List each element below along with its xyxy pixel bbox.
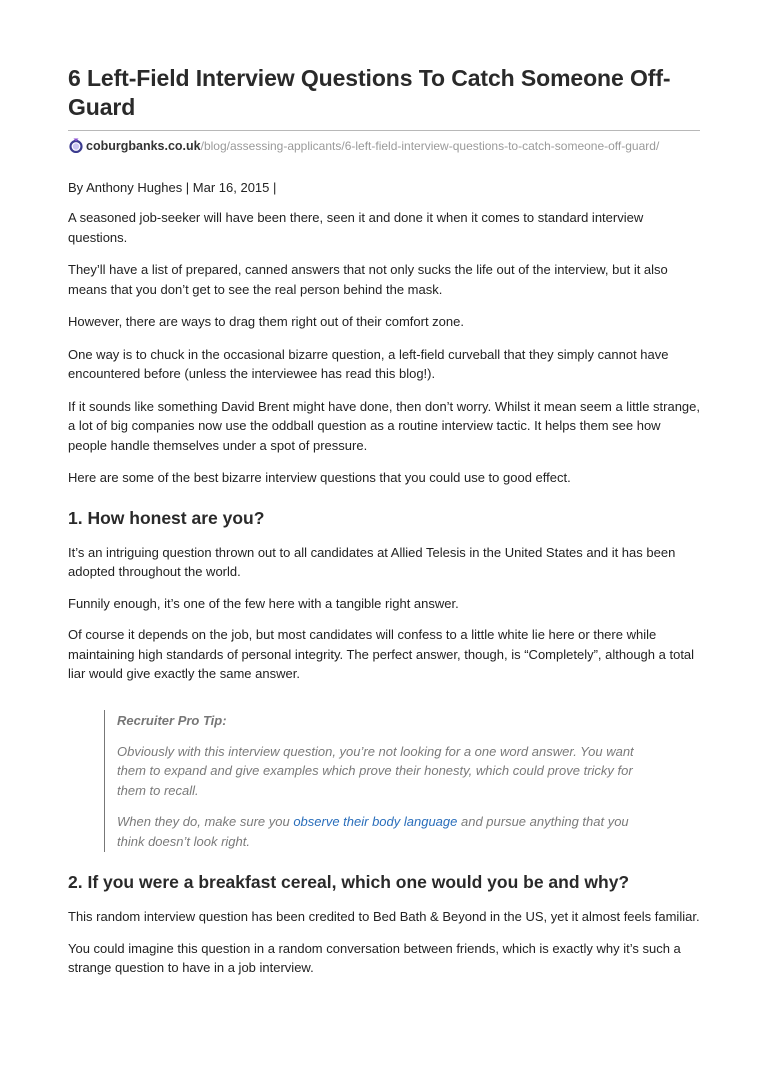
section-2-paragraph-2: You could imagine this question in a random conversation between friends, which is exactly why it’s such a strange question to have in a job interview. [68, 940, 681, 975]
section-2-paragraph-1: This random interview question has been credited to Bed Bath & Beyond in the US, yet it almost feels familiar. [68, 909, 700, 924]
section-1-heading: 1. How honest are you? [68, 507, 265, 528]
tip-title: Recruiter Pro Tip: [117, 712, 227, 728]
intro-paragraph-2: They’ll have a list of prepared, canned answers that not only sucks the life out of the interview, but it also means that you don’t get to see the real person behind the mask. [68, 262, 668, 297]
intro-paragraph-3: However, there are ways to drag them right out of their comfort zone. [68, 314, 464, 329]
section-2-heading: 2. If you were a breakfast cereal, which one would you be and why? [68, 872, 630, 892]
body-language-link[interactable]: observe their body language [293, 814, 458, 829]
tip-paragraph-2 [117, 812, 657, 852]
intro-paragraph-5: If it sounds like something David Brent might have done, then don’t worry. Whilst it mean seem a little strange, a lot of big companies now use the oddball question as a routine interview tactic. It helps them see how people handle themselves under a spot of pressure. [68, 398, 701, 453]
source-path[interactable]: /blog/assessing-applicants/6-left-field-interview-questions-to-catch-someone-off-guard/ [200, 139, 660, 153]
tip-text-before-link: When they do, make sure you [117, 814, 294, 829]
tip-text-after-link: and pursue anything that you think doesn’t look right. [117, 814, 629, 849]
article-title: 6 Left-Field Interview Questions To Catch Someone Off-Guard [68, 65, 671, 120]
recruiter-pro-tip-quote [104, 710, 657, 853]
intro-paragraph-6: Here are some of the best bizarre interview questions that you could use to good effect. [68, 470, 571, 485]
source-domain[interactable]: coburgbanks.co.uk [86, 139, 201, 153]
section-1-paragraph-2: Funnily enough, it’s one of the few here with a tangible right answer. [68, 595, 459, 611]
tip-paragraph-1: Obviously with this interview question, you’re not looking for a one word answer. You want them to expand and give examples which prove their honesty, which could prove tricky for them to recall. [117, 743, 634, 798]
intro-paragraph-1: A seasoned job-seeker will have been there, seen it and done it when it comes to standard interview questions. [68, 210, 644, 245]
site-favicon-icon [68, 137, 84, 153]
section-1-paragraph-1: It’s an intriguing question thrown out to all candidates at Allied Telesis in the United States and it has been adopted throughout the world. [68, 544, 676, 579]
title-divider [68, 130, 700, 131]
section-1-paragraph-3: Of course it depends on the job, but most candidates will confess to a little white lie here or there while maintaining high standards of personal integrity. The perfect answer, though, is “Completely”, although a total liar would give exactly the same answer. [68, 627, 695, 681]
article [68, 64, 700, 978]
intro-paragraph-4: One way is to chuck in the occasional bizarre question, a left-field curveball that they simply cannot have encountered before (unless the interviewee has read this blog!). [68, 346, 669, 381]
byline: By Anthony Hughes | Mar 16, 2015 | [68, 180, 277, 195]
source-url[interactable] [68, 137, 700, 153]
